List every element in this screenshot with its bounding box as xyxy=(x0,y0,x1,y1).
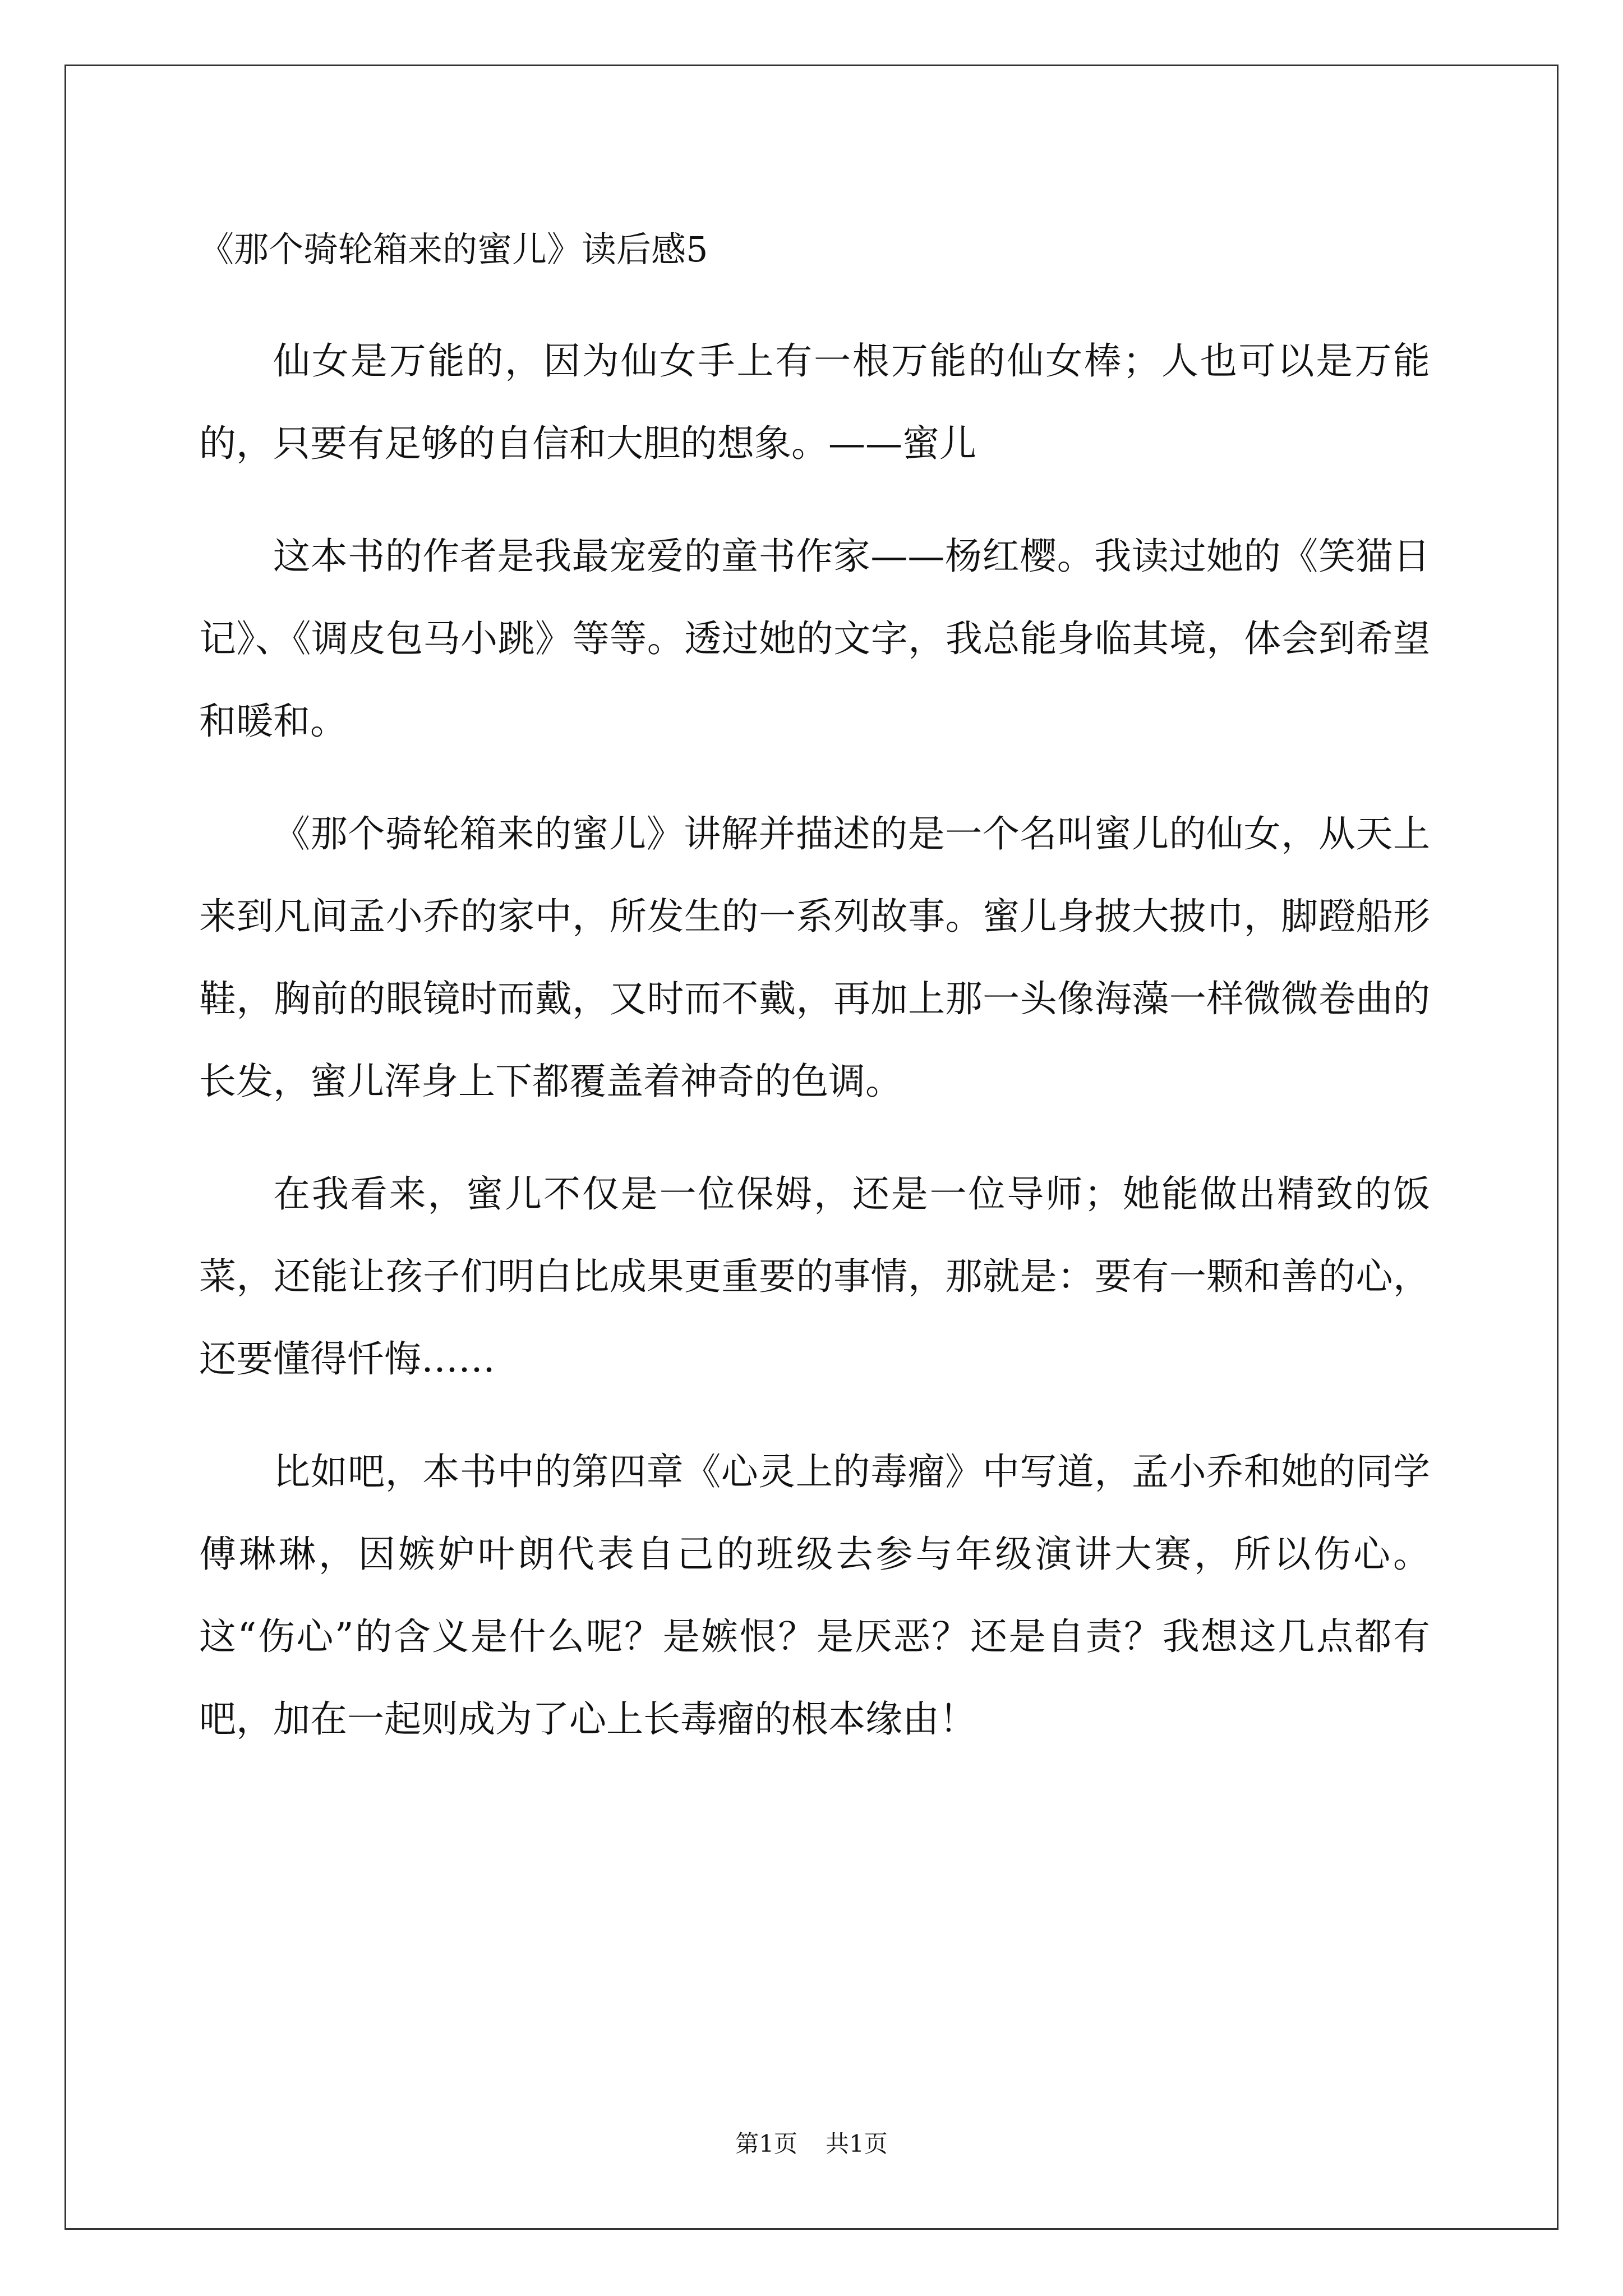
paragraph-4: 在我看来，蜜儿不仅是一位保姆，还是一位导师；她能做出精致的饭菜，还能让孩子们明白比成果更重要的事情，那就是：要有一颗和善的心，还要懂得忏悔…… xyxy=(199,1172,1430,1381)
paragraph-1: 仙女是万能的，因为仙女手上有一根万能的仙女棒；人也可以是万能的，只要有足够的自信和大胆的想象。——蜜儿 xyxy=(199,339,1430,465)
paragraph-2: 这本书的作者是我最宠爱的童书作家——杨红樱。我读过她的《笑猫日记》、《调皮包马小跳》等等。透过她的文字，我总能身临其境，体会到希望和暖和。 xyxy=(199,535,1430,743)
page-number: 第1页 xyxy=(735,2130,797,2157)
paragraph-3: 《那个骑轮箱来的蜜儿》讲解并描述的是一个名叫蜜儿的仙女，从天上来到凡间孟小乔的家中，所发生的一系列故事。蜜儿身披大披巾，脚蹬船形鞋，胸前的眼镜时而戴，又时而不戴，再加上那一头像海藻一样微微卷曲的长发，蜜儿浑身上下都覆盖着神奇的色调。 xyxy=(199,812,1430,1103)
document-title: 《那个骑轮箱来的蜜儿》读后感5 xyxy=(199,229,708,270)
page-total: 共1页 xyxy=(826,2130,888,2157)
document-body xyxy=(199,219,1430,1791)
paragraph-5: 比如吧，本书中的第四章《心灵上的毒瘤》中写道，孟小乔和她的同学傅琳琳，因嫉妒叶朗代表自己的班级去参与年级演讲大赛，所以伤心。这“伤心”的含义是什么呢？是嫉恨？是厌恶？还是自责？我想这几点都有吧，加在一起则成为了心上长毒瘤的根本缘由！ xyxy=(199,1450,1430,1741)
page-footer xyxy=(0,2127,1623,2161)
